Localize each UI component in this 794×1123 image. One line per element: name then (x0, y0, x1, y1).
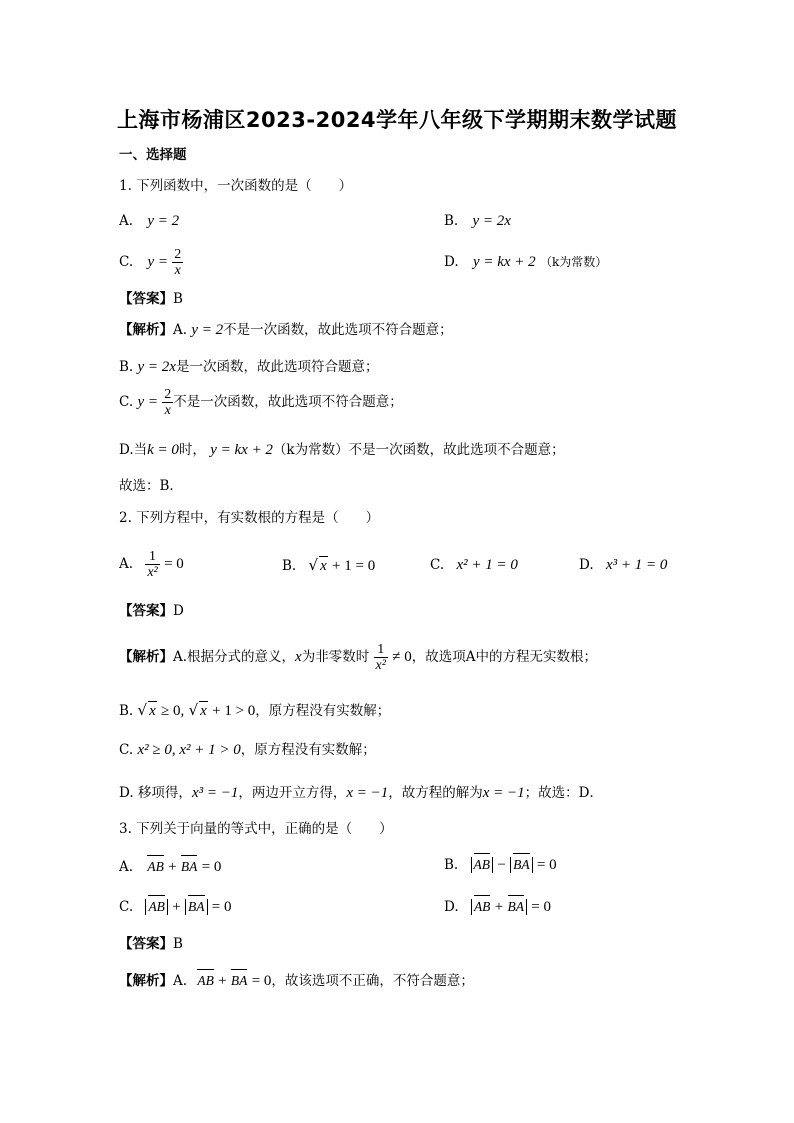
q3-option-d (444, 898, 551, 916)
math-expr: x = −1 (482, 785, 525, 801)
math-expr: ≠ 0 (392, 649, 412, 665)
denominator: x² (375, 658, 386, 673)
math-expr: ≥ 0, (161, 703, 185, 719)
option-label: C. (119, 254, 134, 270)
option-label: A. (119, 213, 134, 229)
plus-sign: + (172, 899, 181, 915)
analysis-text: ，故方程的解为 (388, 785, 483, 801)
q2-analysis-d (119, 784, 603, 802)
q1-option-c (119, 244, 183, 280)
sqrt-icon: √ (137, 701, 148, 719)
analysis-text: ，两边开立方得， (238, 785, 347, 801)
radicand: x (200, 703, 207, 719)
option-label: D. (579, 557, 594, 573)
question-1-stem: 1. 下列函数中，一次函数的是（ ） (119, 178, 353, 194)
numerator: 2 (174, 247, 182, 262)
option-label: B. (444, 213, 459, 229)
numerator: 1 (374, 642, 388, 658)
vector-ba: BA (230, 973, 248, 988)
analysis-text: （k为常数）不是一次函数，故此选项不合题意； (272, 442, 565, 458)
math-expr: = 0 (531, 899, 552, 915)
math-var: x (295, 649, 302, 665)
math-expr: = 0 (251, 973, 272, 989)
option-label: C. (430, 557, 445, 573)
q3-option-c (119, 898, 232, 916)
abs-value (510, 857, 533, 873)
question-2-stem: 2. 下列方程中，有实数根的方程是（ ） (119, 510, 380, 526)
analysis-text: ，故该选项不正确，不符合题意； (271, 973, 474, 989)
q1-analysis-d (119, 441, 565, 459)
vector-ba: BA (513, 857, 530, 872)
vector-ab: AB (147, 859, 164, 874)
q2-analysis-a (119, 638, 597, 676)
option-label: B. (282, 558, 297, 574)
vector-ba: BA (188, 899, 205, 914)
answer-tag: 【答案】 (119, 291, 173, 307)
option-label: B. (444, 857, 459, 873)
vector-ab: AB (148, 899, 165, 914)
q1-analysis-a (119, 321, 453, 339)
abs-value (145, 899, 168, 915)
math-expr: y = 2 (147, 213, 180, 229)
numerator: 1 (145, 549, 159, 565)
analysis-prefix: C. (119, 394, 134, 410)
plus-sign: + (168, 859, 177, 875)
vector-ab: AB (197, 973, 214, 988)
q2-option-d (579, 556, 667, 574)
denominator: x (174, 263, 181, 278)
math-expr: x³ = −1 (191, 785, 239, 801)
plus-sign: + (218, 973, 227, 989)
vector-ab: AB (473, 857, 491, 872)
abs-value (185, 899, 208, 915)
math-expr: = 0 (164, 556, 184, 572)
q1-option-d (444, 253, 607, 271)
question-3-stem: 3. 下列关于向量的等式中，正确的是（ ） (119, 821, 393, 837)
math-expr: x = −1 (346, 785, 389, 801)
fraction (374, 642, 388, 673)
q1-analysis-b (119, 358, 378, 376)
q2-option-b (282, 556, 375, 575)
analysis-tag: 【解析】 (119, 649, 173, 665)
sqrt-icon: √ (308, 556, 319, 574)
q1-option-a (119, 212, 179, 230)
answer-value: B (173, 936, 183, 952)
math-expr: k = 0 (147, 442, 179, 458)
plus-sign: + (494, 899, 504, 915)
q2-option-a (119, 545, 184, 583)
analysis-text: 是一次函数，故此选项符合题意； (175, 359, 379, 375)
q3-option-b (444, 856, 557, 874)
math-expr: y = kx + 2 (210, 442, 273, 458)
analysis-text: 时， (178, 442, 206, 458)
q2-answer (119, 602, 184, 620)
math-expr: y = 2 (191, 322, 224, 338)
q2-analysis-b (119, 701, 390, 720)
denominator: x² (147, 565, 158, 580)
analysis-text: ，故选项A中的方程无实数根； (411, 649, 597, 665)
fraction (172, 247, 183, 278)
numerator: 2 (164, 387, 172, 402)
analysis-text: ，原方程没有实数解； (255, 703, 391, 719)
q2-analysis-c (119, 741, 376, 759)
abs-value (471, 899, 527, 915)
vector-ba: BA (507, 899, 524, 914)
analysis-prefix: A. (173, 973, 188, 989)
analysis-prefix: B. (119, 703, 134, 719)
page-title: 上海市杨浦区2023-2024学年八年级下学期期末数学试题 (116, 108, 678, 132)
math-expr: = 0 (536, 857, 557, 873)
q1-answer (119, 290, 183, 308)
option-label: C. (119, 899, 134, 915)
option-label: A. (119, 859, 134, 875)
math-expr: x² + 1 = 0 (456, 557, 518, 573)
option-label: D. (444, 899, 459, 915)
analysis-prefix: D.当 (119, 442, 148, 458)
vector-ba: BA (180, 859, 198, 874)
vector-ab: AB (473, 899, 491, 914)
analysis-text: A.根据分式的意义， (173, 649, 296, 665)
math-expr: y = kx + 2 (472, 254, 536, 270)
analysis-prefix: D. 移项得， (119, 785, 192, 801)
math-expr: + 1 = 0 (332, 558, 376, 574)
radicand: x (149, 703, 156, 719)
analysis-prefix: B. (119, 359, 134, 375)
q1-option-b (444, 212, 511, 230)
analysis-prefix: C. (119, 742, 134, 758)
minus-sign: − (497, 857, 506, 873)
q1-conclusion: 故选：B． (119, 478, 183, 494)
q1-analysis-c (119, 384, 403, 420)
analysis-text: 不是一次函数，故此选项不符合题意； (173, 394, 403, 410)
q3-option-a (119, 858, 221, 876)
math-expr: y = (137, 394, 158, 410)
q3-analysis-a (119, 972, 474, 990)
math-expr: = 0 (201, 859, 222, 875)
q3-answer (119, 935, 183, 953)
abs-value (471, 857, 494, 873)
denominator: x (164, 403, 171, 418)
answer-tag: 【答案】 (119, 936, 173, 952)
analysis-text: 为非零数时 (301, 649, 370, 665)
option-note: （k为常数） (539, 255, 608, 269)
math-expr: + 1 > 0 (212, 703, 256, 719)
fraction (162, 387, 173, 418)
math-expr: y = 2x (472, 213, 511, 229)
analysis-tag: 【解析】 (119, 973, 173, 989)
math-expr: y = 2x (137, 359, 176, 375)
radicand: x (320, 558, 327, 574)
option-label: A. (119, 556, 134, 572)
fraction (145, 549, 159, 580)
answer-value: D (173, 603, 184, 619)
math-expr: y = (147, 254, 168, 270)
math-expr: x² ≥ 0, x² + 1 > 0 (137, 742, 241, 758)
q2-option-c (430, 556, 518, 574)
analysis-text: 不是一次函数，故此选项不符合题意； (223, 322, 453, 338)
section-heading: 一、选择题 (119, 147, 187, 163)
answer-tag: 【答案】 (119, 603, 173, 619)
math-expr: = 0 (211, 899, 232, 915)
analysis-prefix: A. (173, 322, 188, 338)
analysis-text: ；故选：D． (524, 785, 603, 801)
answer-value: B (173, 291, 183, 307)
sqrt-icon: √ (188, 701, 199, 719)
analysis-text: ，原方程没有实数解； (240, 742, 376, 758)
analysis-tag: 【解析】 (119, 322, 173, 338)
option-label: D. (444, 254, 459, 270)
math-expr: x³ + 1 = 0 (605, 557, 668, 573)
